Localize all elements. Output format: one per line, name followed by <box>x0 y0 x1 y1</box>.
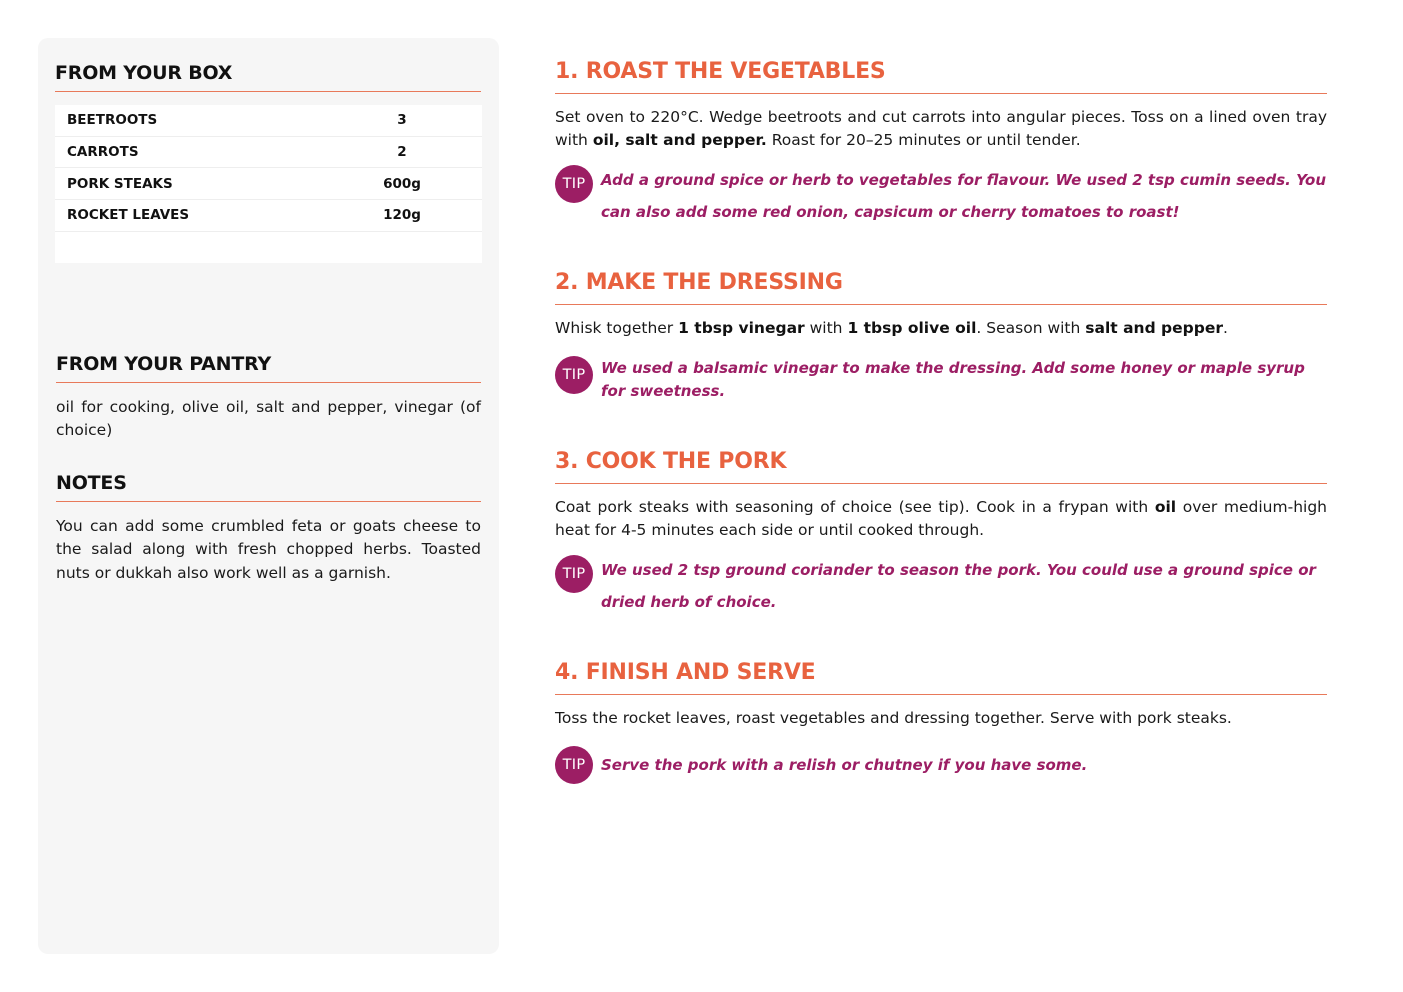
box-ingredients-table <box>55 105 482 263</box>
from-your-pantry-heading: FROM YOUR PANTRY <box>56 353 481 383</box>
tip-text: Serve the pork with a relish or chutney if you have some. <box>601 756 1088 775</box>
step-2 <box>555 269 1327 404</box>
ingredient-name: PORK STEAKS <box>67 175 173 192</box>
tip-text: We used 2 tsp ground coriander to season the pork. You could use a ground spice or dried herb of choice. <box>601 561 1316 611</box>
step-4 <box>555 659 1327 784</box>
ingredient-qty: 120g <box>383 207 421 224</box>
ingredient-name: BEETROOTS <box>67 112 158 129</box>
tip <box>555 555 1327 618</box>
step-text: Toss the rocket leaves, roast vegetables and dressing together. Serve with pork steaks. <box>555 709 1232 727</box>
tip-badge: TIP <box>555 165 593 203</box>
from-your-box-heading: FROM YOUR BOX <box>55 62 481 92</box>
step-1 <box>555 58 1327 228</box>
notes-text: You can add some crumbled feta or goats cheese to the salad along with fresh chopped herbs. Toasted nuts or dukkah also work well as a garnish. <box>56 517 481 582</box>
bold-ingredient: oil <box>1154 498 1177 516</box>
step-title: 1. ROAST THE VEGETABLES <box>555 58 1327 94</box>
step-title: 2. MAKE THE DRESSING <box>555 269 1327 305</box>
notes-heading: NOTES <box>56 472 481 502</box>
pantry-text: oil for cooking, olive oil, salt and pepper, vinegar (of choice) <box>56 398 481 440</box>
tip-badge: TIP <box>555 746 593 784</box>
ingredient-name: CARROTS <box>67 144 139 161</box>
ingredient-qty: 3 <box>397 112 407 129</box>
tip <box>555 165 1327 228</box>
ingredient-name: ROCKET LEAVES <box>67 207 190 224</box>
step-text: Coat pork steaks with seasoning of choice (see tip). Cook in a frypan with oil over medium-high heat for 4-5 minutes each side or until cooked through. <box>555 498 1327 540</box>
step-text: Whisk together 1 tbsp vinegar with 1 tbsp olive oil. Season with salt and pepper. <box>555 319 1228 337</box>
bold-ingredient: 1 tbsp vinegar <box>678 319 805 337</box>
table-row <box>55 200 482 232</box>
tip <box>555 356 1327 403</box>
ingredients-sidebar <box>38 38 499 954</box>
bold-ingredient: salt and pepper <box>1085 319 1224 337</box>
table-row <box>55 168 482 200</box>
tip-badge: TIP <box>555 356 593 394</box>
step-title: 4. FINISH AND SERVE <box>555 659 1327 695</box>
step-title: 3. COOK THE PORK <box>555 448 1327 484</box>
table-row <box>55 105 482 137</box>
step-text: Set oven to 220°C. Wedge beetroots and cut carrots into angular pieces. Toss on a lined oven tray with oil, salt and pepper. Roast for 20–25 minutes or until tender. <box>555 108 1327 150</box>
table-row <box>55 137 482 169</box>
ingredient-qty: 600g <box>383 175 421 192</box>
tip <box>555 746 1327 784</box>
tip-text: Add a ground spice or herb to vegetables for flavour. We used 2 tsp cumin seeds. You can also add some red onion, capsicum or cherry tomatoes to roast! <box>601 171 1327 221</box>
tip-badge: TIP <box>555 555 593 593</box>
ingredient-qty: 2 <box>397 144 407 161</box>
tip-text: We used a balsamic vinegar to make the dressing. Add some honey or maple syrup for sweetness. <box>601 359 1305 401</box>
bold-ingredient: oil, salt and pepper. <box>592 131 767 150</box>
step-3 <box>555 448 1327 618</box>
bold-ingredient: 1 tbsp olive oil <box>847 319 977 337</box>
